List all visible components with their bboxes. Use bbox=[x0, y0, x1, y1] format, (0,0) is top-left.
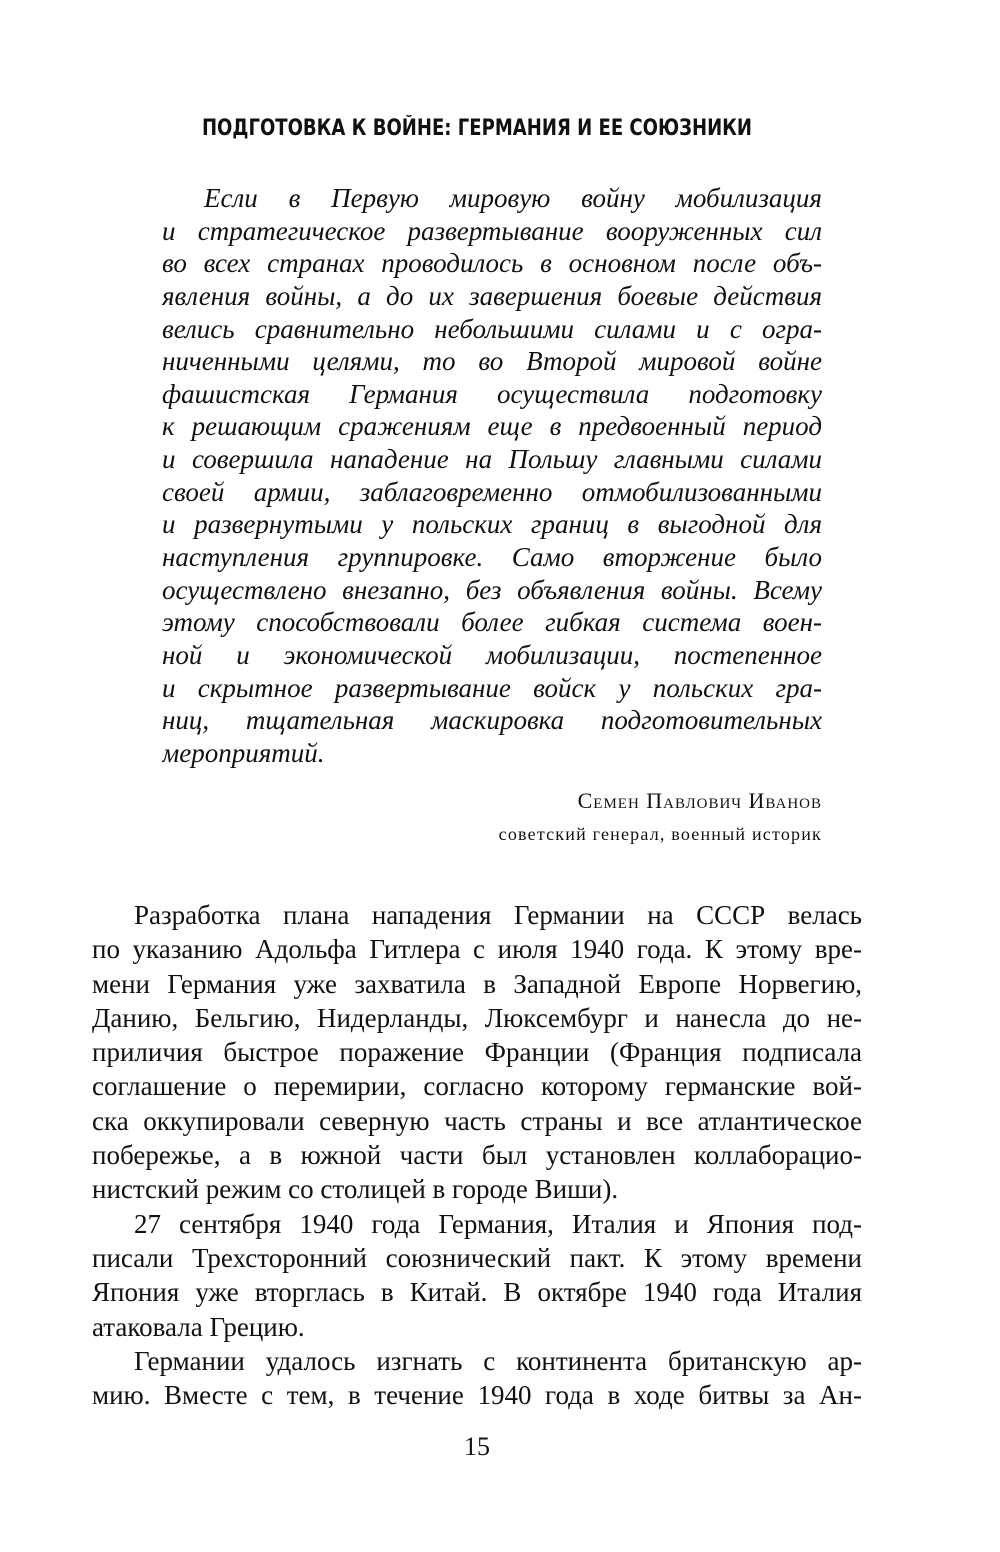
chapter-heading: ПОДГОТОВКА К ВОЙНЕ: ГЕРМАНИЯ И ЕЕ СОЮЗНИКИ bbox=[201, 116, 753, 141]
body-line: Данию, Бельгию, Нидерланды, Люксембург и нанесла до не- bbox=[92, 1002, 862, 1033]
epigraph-line: своей армии, заблаговременно отмобилизованными bbox=[162, 476, 822, 507]
epigraph-line: Если в Первую мировую войну мобилизация bbox=[204, 183, 822, 213]
epigraph-line: осуществлено внезапно, без объявления войны. Всему bbox=[162, 574, 822, 605]
epigraph-line: наступления группировке. Само вторжение было bbox=[162, 542, 822, 573]
epigraph-line: этому способствовали более гибкая система воен- bbox=[162, 607, 822, 638]
epigraph-line: и скрытное развертывание войск у польских гра- bbox=[162, 672, 822, 703]
epigraph-line: ной и экономической мобилизации, постепенное bbox=[162, 639, 822, 670]
body-line: атаковала Грецию. bbox=[92, 1311, 305, 1342]
body-line: побережье, а в южной части был установлен коллаборацио- bbox=[92, 1140, 862, 1171]
epigraph-line: велись сравнительно небольшими силами и с огра- bbox=[162, 313, 822, 344]
body-line: писали Трехсторонний союзнический пакт. К этому времени bbox=[92, 1242, 862, 1273]
epigraph-line: и совершила нападение на Польшу главными силами bbox=[162, 444, 822, 475]
epigraph-author: Семен Павлович Иванов bbox=[577, 788, 822, 813]
body-line: 27 сентября 1940 года Германия, Италия и Япония под- bbox=[134, 1208, 862, 1239]
body-line: по указанию Адольфа Гитлера с июля 1940 года. К этому вре- bbox=[92, 934, 862, 965]
epigraph bbox=[162, 182, 822, 770]
epigraph-line: во всех странах проводилось в основном после объ- bbox=[162, 248, 822, 279]
epigraph-line: ниченными целями, то во Второй мировой войне bbox=[162, 346, 822, 377]
body-line: Германии удалось изгнать с континента британскую ар- bbox=[134, 1345, 862, 1376]
epigraph-author-role: советский генерал, военный историк bbox=[498, 824, 822, 844]
body-line: Разработка плана нападения Германии на СССР велась bbox=[134, 900, 862, 930]
epigraph-line: мероприятий. bbox=[162, 737, 325, 768]
epigraph-line: ниц, тщательная маскировка подготовительных bbox=[162, 705, 822, 736]
epigraph-line: и стратегическое развертывание вооруженных сил bbox=[162, 215, 822, 246]
epigraph-line: и развернутыми у польских границ в выгодной для bbox=[162, 509, 822, 540]
body-line: нистский режим со столицей в городе Виши). bbox=[92, 1174, 619, 1205]
epigraph-line: явления войны, а до их завершения боевые действия bbox=[162, 280, 822, 311]
body-line: мию. Вместе с тем, в течение 1940 года в ходе битвы за Ан- bbox=[92, 1380, 862, 1411]
body-line: соглашение о перемирии, согласно которому германские вой- bbox=[92, 1071, 862, 1102]
page-number: 15 bbox=[464, 1432, 490, 1461]
body-line: мени Германия уже захватила в Западной Европе Норвегию, bbox=[92, 968, 862, 999]
epigraph-line: к решающим сражениям еще в предвоенный период bbox=[162, 411, 822, 442]
body-line: приличия быстрое поражение Франции (Франция подписала bbox=[92, 1037, 862, 1068]
body-text bbox=[92, 898, 862, 1412]
epigraph-line: фашистская Германия осуществила подготовку bbox=[162, 378, 822, 409]
body-line: Япония уже вторглась в Китай. В октябре 1940 года Италия bbox=[92, 1277, 862, 1308]
epigraph-attribution bbox=[499, 786, 822, 849]
body-line: ска оккупировали северную часть страны и все атлантическое bbox=[92, 1105, 862, 1136]
